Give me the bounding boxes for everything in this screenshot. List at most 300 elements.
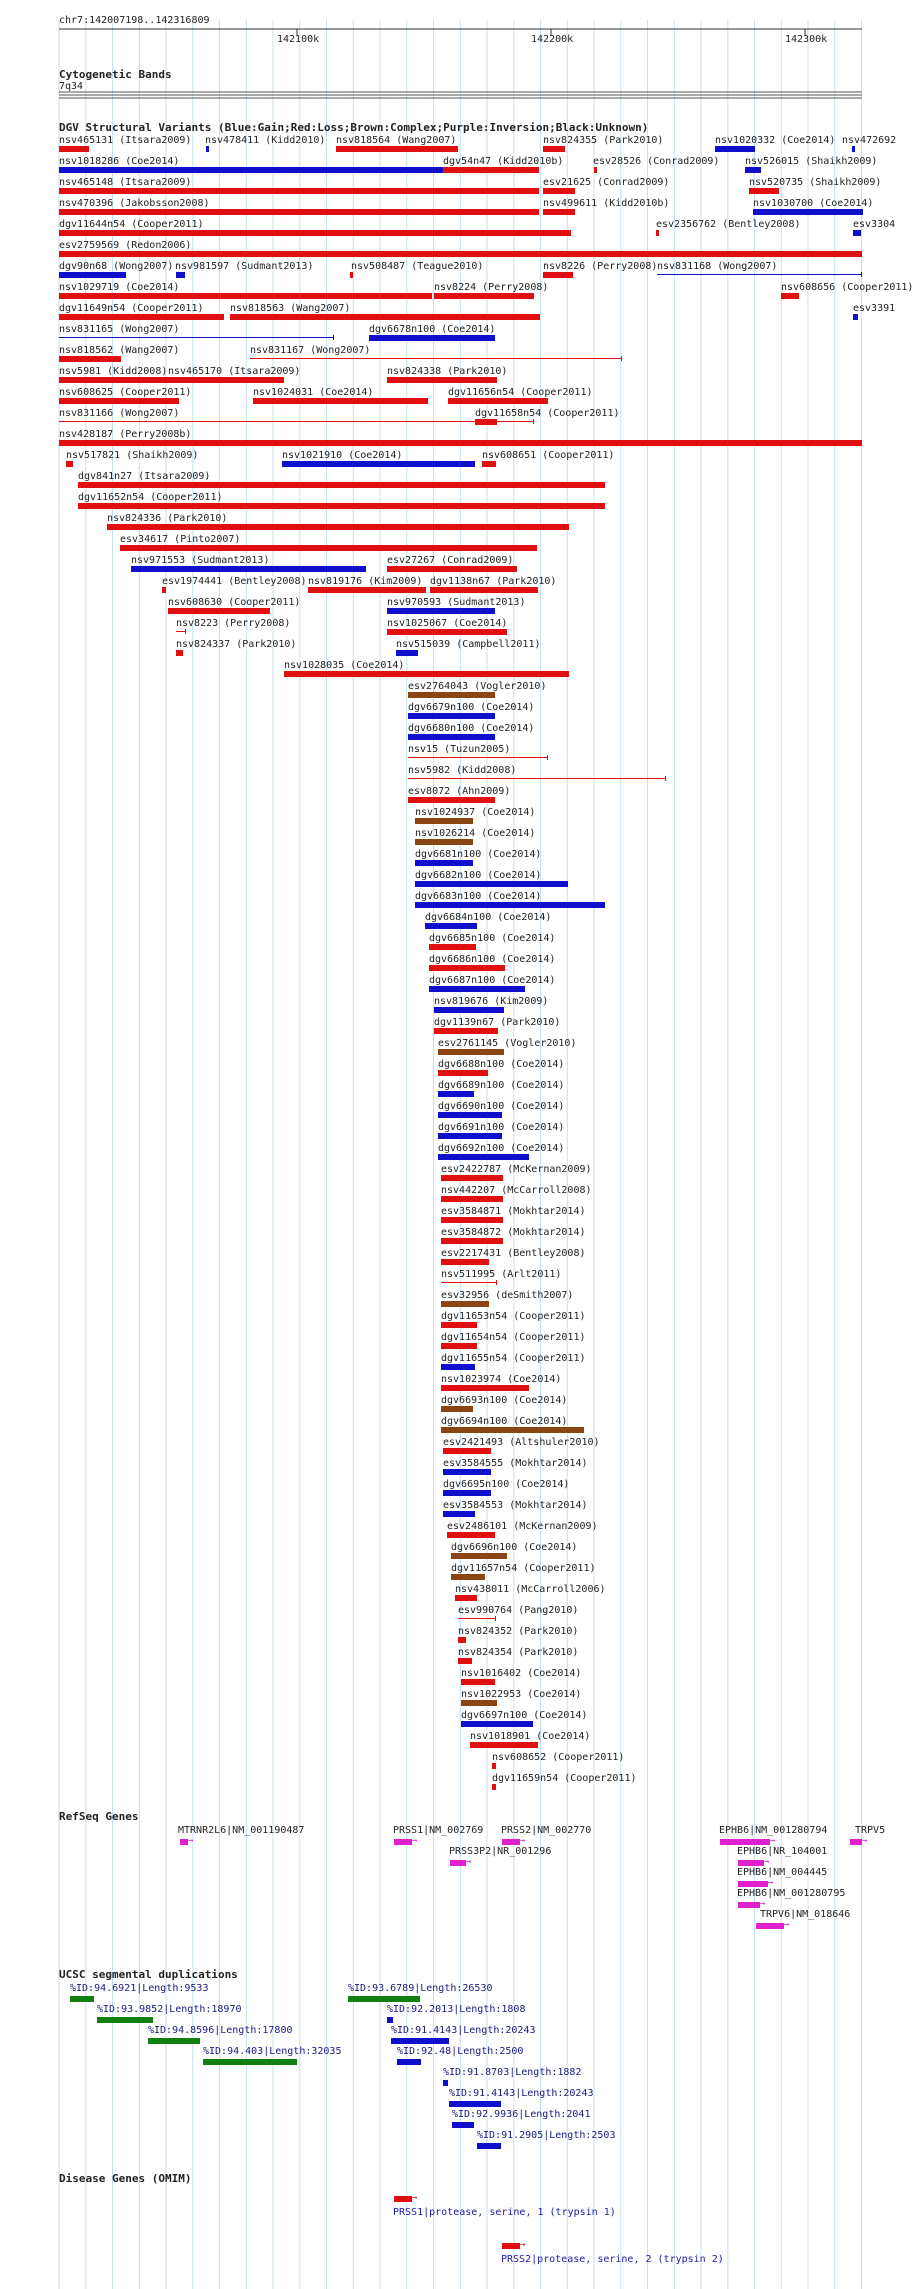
- dgv-variant-label[interactable]: nsv824354 (Park2010): [458, 1647, 579, 1658]
- dgv-variant-bar[interactable]: [753, 209, 863, 215]
- dgv-variant-bar[interactable]: [387, 566, 517, 572]
- dgv-variant-bar[interactable]: [284, 671, 569, 677]
- dgv-variant-bar[interactable]: [543, 209, 575, 215]
- refseq-gene-bar[interactable]: [738, 1881, 768, 1887]
- dgv-variant-bar[interactable]: [350, 272, 353, 278]
- segdup-bar[interactable]: [387, 2017, 393, 2023]
- dgv-variant-bar[interactable]: [59, 167, 444, 173]
- dgv-variant-label[interactable]: nsv5981 (Kidd2008): [59, 366, 168, 377]
- cytoband-label: 7q34: [59, 81, 84, 92]
- dgv-variant-label[interactable]: dgv6689n100 (Coe2014): [438, 1080, 565, 1091]
- dgv-variant-bar[interactable]: [441, 1301, 489, 1307]
- dgv-variant-label[interactable]: nsv1018286 (Coe2014): [59, 156, 180, 167]
- omim-gene-bar[interactable]: [394, 2196, 412, 2202]
- dgv-variant-label[interactable]: nsv8226 (Perry2008): [543, 261, 658, 272]
- dgv-variant-label[interactable]: nsv819676 (Kim2009): [434, 996, 549, 1007]
- dgv-variant-label[interactable]: dgv6684n100 (Coe2014): [425, 912, 552, 923]
- dgv-variant-label[interactable]: nsv1020332 (Coe2014): [715, 135, 836, 146]
- dgv-variant-bar[interactable]: [408, 757, 548, 758]
- dgv-variant-bar[interactable]: [253, 398, 428, 404]
- dgv-variant-label[interactable]: dgv6683n100 (Coe2014): [415, 891, 542, 902]
- dgv-variant-bar[interactable]: [59, 440, 862, 446]
- segdup-label[interactable]: %ID:91.4143|Length:20243: [391, 2025, 536, 2036]
- segdup-label[interactable]: %ID:93.6789|Length:26530: [348, 1983, 493, 1994]
- dgv-variant-label[interactable]: nsv470396 (Jakobsson2008): [59, 198, 210, 209]
- dgv-variant-label[interactable]: esv2764043 (Vogler2010): [408, 681, 547, 692]
- dgv-variant-bar[interactable]: [408, 734, 495, 740]
- segdup-bar[interactable]: [348, 1996, 420, 2002]
- refseq-gene-bar[interactable]: [502, 1839, 520, 1845]
- dgv-variant-bar[interactable]: [59, 251, 862, 257]
- dgv-variant-label[interactable]: dgv6681n100 (Coe2014): [415, 849, 542, 860]
- dgv-variant-bar[interactable]: [387, 629, 507, 635]
- omim-track-title[interactable]: Disease Genes (OMIM): [59, 2172, 192, 2185]
- refseq-gene-bar[interactable]: [180, 1839, 188, 1845]
- dgv-variant-label[interactable]: nsv438011 (McCarroll2006): [455, 1584, 606, 1595]
- gene-strand-arrow-icon: →: [784, 1920, 790, 1930]
- refseq-gene-label[interactable]: TRPV5: [855, 1825, 886, 1836]
- dgv-variant-label[interactable]: dgv11658n54 (Cooper2011): [475, 408, 620, 419]
- dgv-variant-label[interactable]: nsv499611 (Kidd2010b): [543, 198, 670, 209]
- dgv-variant-label[interactable]: nsv5982 (Kidd2008): [408, 765, 517, 776]
- dgv-variant-label[interactable]: dgv90n68 (Wong2007): [59, 261, 174, 272]
- refseq-gene-label[interactable]: EPHB6|NM_001280794: [719, 1825, 828, 1836]
- dgv-variant-label[interactable]: nsv8223 (Perry2008): [176, 618, 291, 629]
- dgv-variant-label[interactable]: dgv11649n54 (Cooper2011): [59, 303, 204, 314]
- dgv-variant-bar[interactable]: [656, 230, 659, 236]
- dgv-variant-bar[interactable]: [66, 461, 73, 467]
- dgv-variant-label[interactable]: esv34617 (Pinto2007): [120, 534, 241, 545]
- dgv-variant-label[interactable]: nsv608656 (Cooper2011): [781, 282, 913, 293]
- dgv-variant-label[interactable]: esv2759569 (Redon2006): [59, 240, 192, 251]
- dgv-variant-label[interactable]: nsv526015 (Shaikh2009): [745, 156, 878, 167]
- segdup-label[interactable]: %ID:93.9852|Length:18970: [97, 2004, 242, 2015]
- dgv-variant-bar-end: [621, 356, 622, 361]
- dgv-variant-bar[interactable]: [441, 1282, 497, 1283]
- dgv-variant-bar[interactable]: [441, 1238, 503, 1244]
- dgv-variant-bar[interactable]: [461, 1679, 495, 1685]
- dgv-variant-label[interactable]: dgv6678n100 (Coe2014): [369, 324, 496, 335]
- dgv-variant-bar[interactable]: [59, 209, 539, 215]
- dgv-variant-bar[interactable]: [430, 587, 538, 593]
- gene-strand-arrow-icon: →: [770, 1836, 776, 1846]
- dgv-variant-label[interactable]: dgv6685n100 (Coe2014): [429, 933, 556, 944]
- dgv-variant-label[interactable]: dgv6691n100 (Coe2014): [438, 1122, 565, 1133]
- dgv-variant-bar[interactable]: [206, 146, 209, 152]
- dgv-variant-label[interactable]: dgv6687n100 (Coe2014): [429, 975, 556, 986]
- segdup-label[interactable]: %ID:91.4143|Length:20243: [449, 2088, 594, 2099]
- dgv-variant-bar[interactable]: [282, 461, 475, 467]
- dgv-variant-bar[interactable]: [441, 1343, 477, 1349]
- dgv-variant-label[interactable]: esv2422787 (McKernan2009): [441, 1164, 592, 1175]
- dgv-variant-label[interactable]: dgv6688n100 (Coe2014): [438, 1059, 565, 1070]
- dgv-variant-bar[interactable]: [434, 293, 534, 299]
- dgv-variant-bar[interactable]: [438, 1091, 474, 1097]
- dgv-variant-label[interactable]: nsv508487 (Teague2010): [351, 261, 484, 272]
- dgv-variant-label[interactable]: esv2761145 (Vogler2010): [438, 1038, 577, 1049]
- dgv-variant-label[interactable]: dgv11657n54 (Cooper2011): [451, 1563, 596, 1574]
- dgv-variant-bar[interactable]: [594, 167, 597, 173]
- dgv-variant-bar[interactable]: [441, 1322, 477, 1328]
- dgv-variant-label[interactable]: nsv1029719 (Coe2014): [59, 282, 180, 293]
- refseq-gene-bar[interactable]: [450, 1860, 466, 1866]
- dgv-variant-label[interactable]: nsv824336 (Park2010): [107, 513, 228, 524]
- dgv-variant-bar[interactable]: [162, 587, 166, 593]
- refseq-gene-bar[interactable]: [738, 1902, 760, 1908]
- dgv-variant-label[interactable]: esv990764 (Pang2010): [458, 1605, 579, 1616]
- dgv-variant-label[interactable]: nsv970593 (Sudmant2013): [387, 597, 526, 608]
- dgv-variant-label[interactable]: esv2421493 (Altshuler2010): [443, 1437, 600, 1448]
- dgv-variant-bar[interactable]: [120, 545, 537, 551]
- dgv-variant-bar[interactable]: [78, 482, 605, 488]
- segdup-label[interactable]: %ID:91.8703|Length:1882: [443, 2067, 582, 2078]
- dgv-variant-bar[interactable]: [749, 188, 779, 194]
- dgv-variant-label[interactable]: nsv511995 (Arlt2011): [441, 1269, 562, 1280]
- dgv-variant-label[interactable]: nsv1016402 (Coe2014): [461, 1668, 582, 1679]
- dgv-variant-bar[interactable]: [415, 818, 473, 824]
- segdup-track-title[interactable]: UCSC segmental duplications: [59, 1968, 238, 1981]
- dgv-variant-bar-end: [496, 1280, 497, 1285]
- dgv-variant-label[interactable]: esv28526 (Conrad2009): [593, 156, 720, 167]
- dgv-variant-bar[interactable]: [59, 377, 169, 383]
- segdup-label[interactable]: %ID:94.6921|Length:9533: [70, 1983, 209, 1994]
- dgv-variant-label[interactable]: dgv11653n54 (Cooper2011): [441, 1311, 586, 1322]
- dgv-variant-bar[interactable]: [438, 1049, 504, 1055]
- dgv-variant-label[interactable]: dgv6694n100 (Coe2014): [441, 1416, 568, 1427]
- dgv-variant-bar[interactable]: [853, 314, 858, 320]
- dgv-variant-bar[interactable]: [441, 1175, 503, 1181]
- dgv-variant-bar[interactable]: [429, 986, 525, 992]
- dgv-variant-bar[interactable]: [168, 608, 270, 614]
- gene-strand-arrow-icon: →: [760, 1899, 766, 1909]
- dgv-variant-bar[interactable]: [455, 1595, 477, 1601]
- dgv-variant-label[interactable]: dgv11659n54 (Cooper2011): [492, 1773, 637, 1784]
- dgv-variant-label[interactable]: nsv971553 (Sudmant2013): [131, 555, 270, 566]
- dgv-variant-bar[interactable]: [745, 167, 761, 173]
- dgv-variant-label[interactable]: dgv11655n54 (Cooper2011): [441, 1353, 586, 1364]
- dgv-variant-label[interactable]: esv2217431 (Bentley2008): [441, 1248, 586, 1259]
- dgv-variant-bar[interactable]: [59, 272, 126, 278]
- dgv-variant-bar[interactable]: [415, 902, 605, 908]
- dgv-variant-bar[interactable]: [443, 1490, 491, 1496]
- dgv-variant-label[interactable]: dgv6693n100 (Coe2014): [441, 1395, 568, 1406]
- dgv-variant-bar[interactable]: [657, 274, 862, 275]
- omim-strand-arrow-icon: →: [520, 2240, 526, 2250]
- dgv-variant-bar-end: [547, 755, 548, 760]
- dgv-variant-bar[interactable]: [441, 1406, 473, 1412]
- dgv-variant-label[interactable]: nsv1028035 (Coe2014): [284, 660, 405, 671]
- dgv-variant-bar[interactable]: [78, 503, 605, 509]
- dgv-variant-label[interactable]: nsv818562 (Wang2007): [59, 345, 180, 356]
- dgv-variant-bar[interactable]: [451, 1574, 485, 1580]
- refseq-gene-label[interactable]: EPHB6|NR_104001: [737, 1846, 828, 1857]
- dgv-variant-bar[interactable]: [441, 1364, 475, 1370]
- gene-strand-arrow-icon: →: [520, 1836, 526, 1846]
- dgv-variant-bar[interactable]: [461, 1721, 533, 1727]
- dgv-variant-bar[interactable]: [176, 272, 185, 278]
- dgv-variant-bar[interactable]: [470, 1742, 538, 1748]
- dgv-variant-bar[interactable]: [443, 1469, 491, 1475]
- refseq-gene-label[interactable]: PRSS1|NM_002769: [393, 1825, 484, 1836]
- dgv-variant-label[interactable]: nsv520735 (Shaikh2009): [749, 177, 882, 188]
- dgv-variant-label[interactable]: nsv608652 (Cooper2011): [492, 1752, 625, 1763]
- dgv-variant-label[interactable]: nsv608630 (Cooper2011): [168, 597, 301, 608]
- omim-gene-bar[interactable]: [502, 2243, 520, 2249]
- dgv-variant-label[interactable]: nsv515039 (Campbell2011): [396, 639, 541, 650]
- segdup-label[interactable]: %ID:91.2905|Length:2503: [477, 2130, 616, 2141]
- dgv-variant-label[interactable]: dgv11652n54 (Cooper2011): [78, 492, 223, 503]
- omim-strand-arrow-icon: →: [412, 2193, 418, 2203]
- dgv-variant-label[interactable]: nsv1023974 (Coe2014): [441, 1374, 562, 1385]
- dgv-variant-label[interactable]: nsv1024937 (Coe2014): [415, 807, 536, 818]
- dgv-variant-bar[interactable]: [408, 713, 495, 719]
- dgv-variant-bar[interactable]: [230, 314, 540, 320]
- dgv-variant-label[interactable]: esv2356762 (Bentley2008): [656, 219, 801, 230]
- dgv-variant-label[interactable]: esv21625 (Conrad2009): [543, 177, 670, 188]
- dgv-variant-label[interactable]: nsv428187 (Perry2008b): [59, 429, 192, 440]
- dgv-variant-label[interactable]: esv2486101 (McKernan2009): [447, 1521, 598, 1532]
- dgv-variant-bar[interactable]: [443, 1448, 491, 1454]
- dgv-variant-label[interactable]: nsv1021910 (Coe2014): [282, 450, 403, 461]
- gene-strand-arrow-icon: →: [862, 1836, 868, 1846]
- dgv-variant-label[interactable]: dgv6680n100 (Coe2014): [408, 723, 535, 734]
- dgv-variant-label[interactable]: nsv831165 (Wong2007): [59, 324, 180, 335]
- refseq-gene-bar[interactable]: [738, 1860, 764, 1866]
- dgv-variant-label[interactable]: esv27267 (Conrad2009): [387, 555, 514, 566]
- dgv-variant-bar[interactable]: [458, 1658, 472, 1664]
- dgv-variant-bar-end: [861, 272, 862, 277]
- segdup-label[interactable]: %ID:92.48|Length:2500: [397, 2046, 524, 2057]
- dgv-variant-bar[interactable]: [475, 419, 497, 425]
- dgv-variant-bar[interactable]: [434, 1007, 504, 1013]
- dgv-variant-bar[interactable]: [438, 1070, 488, 1076]
- dgv-variant-label[interactable]: nsv1018901 (Coe2014): [470, 1731, 591, 1742]
- dgv-variant-bar[interactable]: [59, 230, 571, 236]
- dgv-variant-bar[interactable]: [441, 1427, 584, 1433]
- dgv-variant-label[interactable]: dgv6692n100 (Coe2014): [438, 1143, 565, 1154]
- dgv-variant-label[interactable]: esv1974441 (Bentley2008): [162, 576, 307, 587]
- segdup-bar[interactable]: [397, 2059, 421, 2065]
- dgv-variant-label[interactable]: nsv818564 (Wang2007): [336, 135, 457, 146]
- dgv-variant-bar[interactable]: [369, 335, 495, 341]
- dgv-variant-bar[interactable]: [59, 146, 89, 152]
- dgv-variant-label[interactable]: dgv6682n100 (Coe2014): [415, 870, 542, 881]
- refseq-gene-bar[interactable]: [756, 1923, 784, 1929]
- dgv-variant-bar[interactable]: [59, 314, 224, 320]
- dgv-variant-label[interactable]: dgv6679n100 (Coe2014): [408, 702, 535, 713]
- dgv-variant-bar[interactable]: [59, 421, 534, 422]
- refseq-track-title[interactable]: RefSeq Genes: [59, 1810, 139, 1823]
- dgv-variant-label[interactable]: esv3584872 (Mokhtar2014): [441, 1227, 586, 1238]
- dgv-variant-bar[interactable]: [715, 146, 755, 152]
- dgv-variant-bar[interactable]: [543, 272, 573, 278]
- dgv-variant-label[interactable]: dgv6697n100 (Coe2014): [461, 1710, 588, 1721]
- segdup-label[interactable]: %ID:94.403|Length:32035: [203, 2046, 342, 2057]
- refseq-gene-label[interactable]: EPHB6|NM_004445: [737, 1867, 828, 1878]
- dgv-variant-label[interactable]: esv3391: [853, 303, 896, 314]
- dgv-variant-bar[interactable]: [441, 1259, 489, 1265]
- dgv-variant-bar[interactable]: [59, 188, 539, 194]
- dgv-variant-bar-end: [533, 419, 534, 424]
- refseq-gene-label[interactable]: EPHB6|NM_001280795: [737, 1888, 846, 1899]
- dgv-variant-label[interactable]: dgv6690n100 (Coe2014): [438, 1101, 565, 1112]
- dgv-variant-label[interactable]: nsv824355 (Park2010): [543, 135, 664, 146]
- dgv-variant-bar[interactable]: [415, 881, 568, 887]
- dgv-variant-label[interactable]: esv3584871 (Mokhtar2014): [441, 1206, 586, 1217]
- dgv-variant-label[interactable]: dgv54n47 (Kidd2010b): [443, 156, 564, 167]
- dgv-variant-label[interactable]: nsv818563 (Wang2007): [230, 303, 351, 314]
- dgv-variant-label[interactable]: nsv831167 (Wong2007): [250, 345, 371, 356]
- refseq-gene-bar[interactable]: [850, 1839, 862, 1845]
- dgv-track-title[interactable]: DGV Structural Variants (Blue:Gain;Red:Loss;Brown:Complex;Purple:Inversion;Black:Unknown): [59, 121, 649, 134]
- dgv-variant-bar[interactable]: [451, 1553, 507, 1559]
- dgv-variant-label[interactable]: dgv1139n67 (Park2010): [434, 1017, 561, 1028]
- dgv-variant-label[interactable]: nsv465148 (Itsara2009): [59, 177, 192, 188]
- dgv-variant-label[interactable]: dgv11656n54 (Cooper2011): [448, 387, 593, 398]
- refseq-gene-label[interactable]: MTRNR2L6|NM_001190487: [178, 1825, 305, 1836]
- dgv-variant-bar[interactable]: [308, 587, 426, 593]
- dgv-variant-bar[interactable]: [434, 1028, 498, 1034]
- segdup-bar[interactable]: [449, 2101, 501, 2107]
- dgv-variant-bar[interactable]: [461, 1700, 497, 1706]
- segdup-bar[interactable]: [443, 2080, 448, 2086]
- dgv-variant-bar[interactable]: [492, 1763, 496, 1769]
- dgv-variant-label[interactable]: nsv8224 (Perry2008): [434, 282, 549, 293]
- dgv-variant-bar[interactable]: [408, 692, 495, 698]
- dgv-variant-bar[interactable]: [425, 923, 477, 929]
- dgv-variant-bar[interactable]: [441, 1217, 503, 1223]
- dgv-variant-bar[interactable]: [781, 293, 799, 299]
- dgv-variant-bar[interactable]: [438, 1112, 502, 1118]
- dgv-variant-label[interactable]: nsv1026214 (Coe2014): [415, 828, 536, 839]
- dgv-variant-label[interactable]: dgv11644n54 (Cooper2011): [59, 219, 204, 230]
- dgv-variant-label[interactable]: esv3584553 (Mokhtar2014): [443, 1500, 588, 1511]
- dgv-variant-bar-end: [333, 335, 334, 340]
- dgv-variant-bar[interactable]: [429, 944, 476, 950]
- segdup-bar[interactable]: [203, 2059, 297, 2065]
- segdup-label[interactable]: %ID:92.2013|Length:1808: [387, 2004, 526, 2015]
- dgv-variant-label[interactable]: nsv472692: [842, 135, 897, 146]
- ruler-tick-label: 142100k: [277, 34, 320, 45]
- dgv-variant-bar[interactable]: [543, 188, 575, 194]
- dgv-variant-label[interactable]: nsv1022953 (Coe2014): [461, 1689, 582, 1700]
- dgv-variant-label[interactable]: nsv981597 (Sudmant2013): [175, 261, 314, 272]
- dgv-variant-label[interactable]: nsv1024031 (Coe2014): [253, 387, 374, 398]
- dgv-variant-label[interactable]: nsv465131 (Itsara2009): [59, 135, 192, 146]
- dgv-variant-label[interactable]: nsv1030700 (Coe2014): [753, 198, 874, 209]
- dgv-variant-bar[interactable]: [443, 1511, 475, 1517]
- dgv-variant-bar[interactable]: [59, 293, 432, 299]
- dgv-variant-bar[interactable]: [448, 398, 548, 404]
- refseq-gene-bar[interactable]: [720, 1839, 770, 1845]
- dgv-variant-label[interactable]: nsv824352 (Park2010): [458, 1626, 579, 1637]
- segdup-bar[interactable]: [477, 2143, 501, 2149]
- refseq-gene-label[interactable]: PRSS2|NM_002770: [501, 1825, 592, 1836]
- dgv-variant-bar[interactable]: [458, 1618, 496, 1619]
- dgv-variant-label[interactable]: nsv517821 (Shaikh2009): [66, 450, 199, 461]
- dgv-variant-label[interactable]: dgv6695n100 (Coe2014): [443, 1479, 570, 1490]
- dgv-variant-label[interactable]: nsv465170 (Itsara2009): [168, 366, 301, 377]
- dgv-variant-bar[interactable]: [59, 356, 121, 362]
- dgv-variant-bar[interactable]: [438, 1133, 502, 1139]
- dgv-variant-label[interactable]: nsv15 (Tuzun2005): [408, 744, 511, 755]
- dgv-variant-label[interactable]: nsv1025067 (Coe2014): [387, 618, 508, 629]
- dgv-variant-bar[interactable]: [336, 146, 458, 152]
- dgv-variant-label[interactable]: dgv11654n54 (Cooper2011): [441, 1332, 586, 1343]
- dgv-variant-bar[interactable]: [107, 524, 569, 530]
- dgv-variant-label[interactable]: dgv1138n67 (Park2010): [430, 576, 557, 587]
- dgv-variant-bar[interactable]: [415, 839, 473, 845]
- dgv-variant-bar[interactable]: [415, 860, 473, 866]
- segdup-bar[interactable]: [148, 2038, 200, 2044]
- dgv-variant-label[interactable]: nsv831166 (Wong2007): [59, 408, 180, 419]
- segdup-label[interactable]: %ID:92.9936|Length:2041: [452, 2109, 591, 2120]
- dgv-variant-bar[interactable]: [131, 566, 366, 572]
- dgv-variant-bar[interactable]: [852, 146, 855, 152]
- dgv-variant-bar[interactable]: [543, 146, 565, 152]
- dgv-variant-label[interactable]: dgv6696n100 (Coe2014): [451, 1542, 578, 1553]
- segdup-bar[interactable]: [452, 2122, 474, 2128]
- dgv-variant-label[interactable]: nsv608625 (Cooper2011): [59, 387, 192, 398]
- dgv-variant-label[interactable]: esv8072 (Ahn2009): [408, 786, 511, 797]
- segdup-bar[interactable]: [97, 2017, 153, 2023]
- dgv-variant-bar[interactable]: [458, 1637, 466, 1643]
- dgv-variant-label[interactable]: esv32956 (deSmith2007): [441, 1290, 574, 1301]
- cytogenetic-bands-title[interactable]: Cytogenetic Bands: [59, 68, 172, 81]
- dgv-variant-bar[interactable]: [168, 377, 284, 383]
- dgv-variant-label[interactable]: nsv819176 (Kim2009): [308, 576, 423, 587]
- dgv-variant-label[interactable]: esv3304: [853, 219, 896, 230]
- dgv-variant-bar[interactable]: [438, 1154, 529, 1160]
- dgv-variant-label[interactable]: esv3584555 (Mokhtar2014): [443, 1458, 588, 1469]
- dgv-variant-bar[interactable]: [441, 1385, 529, 1391]
- refseq-gene-label[interactable]: TRPV6|NM_018646: [760, 1909, 851, 1920]
- dgv-variant-label[interactable]: nsv824337 (Park2010): [176, 639, 297, 650]
- dgv-variant-label[interactable]: dgv841n27 (Itsara2009): [78, 471, 211, 482]
- dgv-variant-label[interactable]: nsv608651 (Cooper2011): [482, 450, 615, 461]
- dgv-variant-bar[interactable]: [176, 650, 183, 656]
- dgv-variant-bar[interactable]: [59, 398, 179, 404]
- dgv-variant-bar[interactable]: [396, 650, 418, 656]
- omim-gene-label[interactable]: PRSS1|protease, serine, 1 (trypsin 1): [393, 2207, 616, 2218]
- dgv-variant-bar[interactable]: [443, 167, 539, 173]
- segdup-label[interactable]: %ID:94.8596|Length:17800: [148, 2025, 293, 2036]
- dgv-variant-bar[interactable]: [429, 965, 505, 971]
- omim-gene-label[interactable]: PRSS2|protease, serine, 2 (trypsin 2): [501, 2254, 724, 2265]
- dgv-variant-label[interactable]: nsv442207 (McCarroll2008): [441, 1185, 592, 1196]
- dgv-variant-bar[interactable]: [408, 778, 666, 779]
- refseq-gene-bar[interactable]: [394, 1839, 412, 1845]
- dgv-variant-bar[interactable]: [441, 1196, 503, 1202]
- dgv-variant-bar[interactable]: [482, 461, 496, 467]
- dgv-variant-bar[interactable]: [387, 608, 495, 614]
- dgv-variant-label[interactable]: dgv6686n100 (Coe2014): [429, 954, 556, 965]
- dgv-variant-bar[interactable]: [59, 337, 334, 338]
- segdup-bar[interactable]: [70, 1996, 94, 2002]
- refseq-gene-label[interactable]: PRSS3P2|NR_001296: [449, 1846, 552, 1857]
- dgv-variant-bar[interactable]: [853, 230, 861, 236]
- dgv-variant-bar-end: [495, 1616, 496, 1621]
- segdup-bar[interactable]: [391, 2038, 449, 2044]
- dgv-variant-bar[interactable]: [250, 358, 622, 359]
- dgv-variant-label[interactable]: nsv831168 (Wong2007): [657, 261, 778, 272]
- dgv-variant-bar[interactable]: [387, 377, 497, 383]
- dgv-variant-bar[interactable]: [408, 797, 495, 803]
- dgv-variant-label[interactable]: nsv824338 (Park2010): [387, 366, 508, 377]
- dgv-variant-bar[interactable]: [447, 1532, 495, 1538]
- dgv-variant-bar[interactable]: [492, 1784, 496, 1790]
- dgv-variant-label[interactable]: nsv478411 (Kidd2010): [205, 135, 326, 146]
